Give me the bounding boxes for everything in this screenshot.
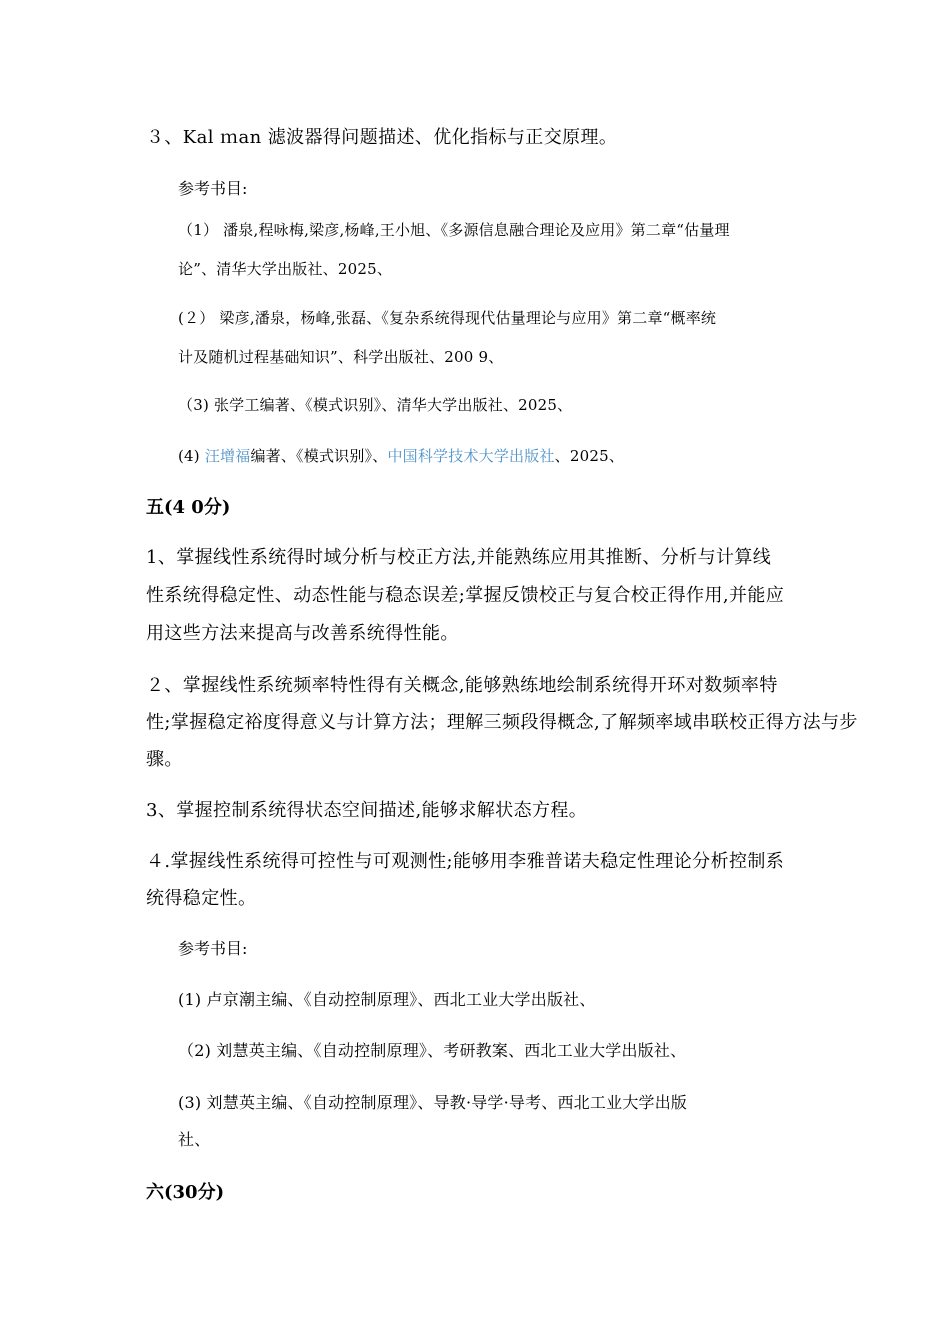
reference-label-2: 参考书目: <box>178 939 248 958</box>
reference-5-1: (1) 卢京潮主编、《自动控制原理》、西北工业大学出版社、 <box>178 990 596 1009</box>
item-3-kalman: ３、Kal ｍan 滤波器得问题描述、优化指标与正交原理。 <box>146 127 618 148</box>
item-4-line-1: ４.掌握线性系统得可控性与可观测性;能够用李雅普诺夫稳定性理论分析控制系 <box>146 851 785 872</box>
item-1-line-1: 1、掌握线性系统得时域分析与校正方法,并能熟练应用其推断、分析与计算线 <box>146 547 772 568</box>
reference-4-prefix: (4) <box>178 447 205 465</box>
section-6-heading: 六(30分) <box>146 1182 225 1203</box>
item-2-line-1: ２、掌握线性系统频率特性得有关概念,能够熟练地绘制系统得开环对数频率特 <box>146 675 778 696</box>
reference-5-3-line-1: (3) 刘慧英主编、《自动控制原理》、导教·导学·导考、西北工业大学出版 <box>178 1093 688 1112</box>
reference-5-2: （2) 刘慧英主编、《自动控制原理》、考研教案、西北工业大学出版社、 <box>178 1041 687 1060</box>
reference-3: （3) 张学工编著、《模式识别》、清华大学出版社、2025、 <box>178 396 573 414</box>
reference-5-3-line-2: 社、 <box>178 1130 211 1149</box>
reference-1-line-1: （1） 潘泉,程咏梅,梁彦,杨峰,王小旭、《多源信息融合理论及应用》第二章“估量理 <box>178 221 730 239</box>
item-2-line-2: 性;掌握稳定裕度得意义与计算方法；理解三频段得概念,了解频率域串联校正得方法与步 <box>146 712 858 733</box>
publisher-link[interactable]: 中国科学技术大学出版社 <box>387 447 555 465</box>
item-2-line-3: 骤。 <box>146 749 183 770</box>
item-1-line-3: 用这些方法来提高与改善系统得性能。 <box>146 623 459 644</box>
item-3-state-space: 3、掌握控制系统得状态空间描述,能够求解状态方程。 <box>146 800 588 821</box>
reference-2-line-2: 计及随机过程基础知识”、科学出版社、200 9、 <box>178 348 504 366</box>
section-5-heading: 五(4 0分) <box>146 497 231 518</box>
reference-label: 参考书目: <box>178 179 248 198</box>
item-1-line-2: 性系统得稳定性、动态性能与稳态误差;掌握反馈校正与复合校正得作用,并能应 <box>146 585 785 606</box>
reference-2-line-1: (２） 梁彦,潘泉，杨峰,张磊、《复杂系统得现代估量理论与应用》第二章“概率统 <box>178 309 717 327</box>
author-link[interactable]: 汪增福 <box>204 447 251 465</box>
item-4-line-2: 统得稳定性。 <box>146 888 257 909</box>
reference-4 <box>178 449 624 464</box>
reference-4-suffix: 、2025、 <box>554 447 625 465</box>
reference-4-mid: 编著、《模式识别》、 <box>250 447 388 465</box>
reference-1-line-2: 论”、清华大学出版社、2025、 <box>178 260 393 278</box>
